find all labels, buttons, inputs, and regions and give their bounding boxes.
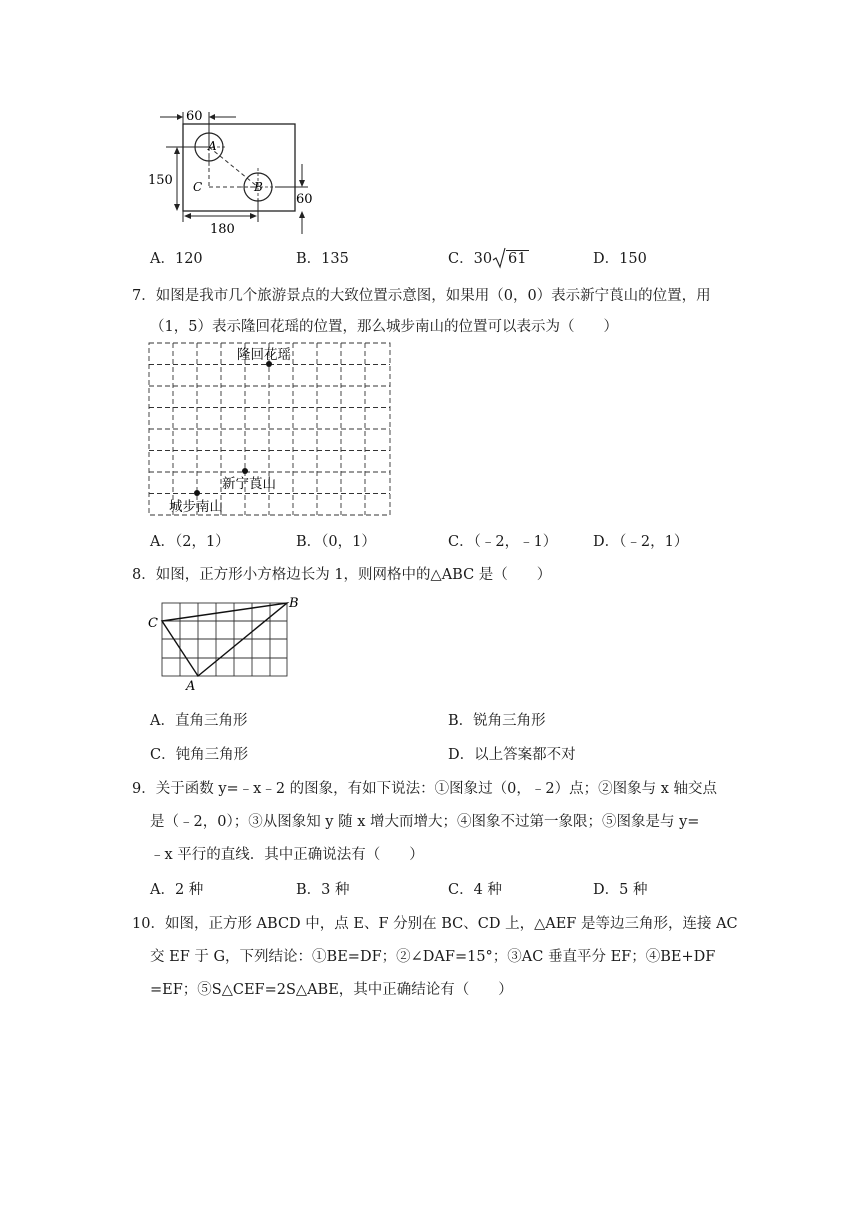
q6-dim-bottom: 180 bbox=[210, 222, 235, 237]
q8-option-a[interactable]: A．直角三角形 bbox=[150, 713, 248, 729]
q8-option-b[interactable]: B．锐角三角形 bbox=[448, 713, 546, 729]
q7-point-xinning bbox=[242, 468, 248, 474]
q10-stem-line-3: =EF；⑤S△CEF=2S△ABE，其中正确结论有（ ） bbox=[150, 982, 513, 998]
q10-stem-line-1: 10．如图，正方形 ABCD 中，点 E、F 分别在 BC、CD 上，△AEF 是等边三角形，连接 AC bbox=[132, 916, 738, 932]
q9-option-d[interactable]: D．5 种 bbox=[593, 882, 648, 898]
q9-stem-line-3: ﹣x 平行的直线．其中正确说法有（ ） bbox=[150, 847, 424, 863]
q6-figure bbox=[140, 102, 330, 242]
q9-option-b[interactable]: B．3 种 bbox=[296, 882, 350, 898]
q9-option-a[interactable]: A．2 种 bbox=[150, 882, 204, 898]
q6-option-c[interactable] bbox=[448, 247, 529, 269]
q8-stem-line-1: 8．如图，正方形小方格边长为 1，则网格中的△ABC 是（ ） bbox=[132, 567, 552, 583]
q10-stem-line-2: 交 EF 于 G，下列结论：①BE=DF；②∠DAF=15°；③AC 垂直平分 EF；④BE+DF bbox=[150, 949, 716, 965]
q8-label-b: B bbox=[289, 596, 299, 611]
q6-label-c: C bbox=[193, 180, 203, 194]
q7-option-c[interactable]: C．（﹣2，﹣1） bbox=[448, 534, 558, 550]
q8-option-d[interactable]: D．以上答案都不对 bbox=[448, 747, 576, 763]
q8-triangle-grid bbox=[143, 594, 313, 696]
q6-option-a[interactable]: A．120 bbox=[150, 251, 203, 267]
q8-option-c[interactable]: C．钝角三角形 bbox=[150, 747, 249, 763]
q8-label-c: C bbox=[148, 616, 158, 631]
q9-stem-line-1: 9．关于函数 y=﹣x﹣2 的图象，有如下说法：①图象过（0，﹣2）点；②图象与 x 轴交点 bbox=[132, 781, 718, 797]
q6-label-b: B bbox=[254, 180, 263, 194]
q7-option-a[interactable]: A．（2，1） bbox=[150, 534, 230, 550]
q7-label-xinning: 新宁莨山 bbox=[222, 476, 276, 492]
q7-label-longhui: 隆回花瑶 bbox=[237, 347, 291, 363]
q9-stem-line-2: 是（﹣2，0）；③从图象知 y 随 x 增大而增大；④图象不过第一象限；⑤图象是与 y= bbox=[150, 814, 700, 830]
q8-label-a: A bbox=[186, 679, 196, 694]
q7-stem-line-2: （1，5）表示隆回花瑶的位置，那么城步南山的位置可以表示为（ ） bbox=[150, 319, 618, 335]
q7-option-b[interactable]: B．（0，1） bbox=[296, 534, 376, 550]
q7-label-chengbu: 城步南山 bbox=[169, 499, 223, 515]
q6-dim-left: 150 bbox=[148, 173, 173, 188]
q6-option-c-coefficient: C．30 bbox=[448, 251, 493, 267]
q6-option-d[interactable]: D．150 bbox=[593, 251, 647, 267]
q6-dim-top: 60 bbox=[186, 109, 203, 124]
q7-option-d[interactable]: D．（﹣2，1） bbox=[593, 534, 689, 550]
q7-map-grid bbox=[145, 340, 395, 520]
q6-option-c-radicand: 61 bbox=[508, 251, 527, 267]
q6-option-b[interactable]: B．135 bbox=[296, 251, 349, 267]
q8-triangle-abc bbox=[162, 603, 287, 676]
q7-point-chengbu bbox=[194, 490, 200, 496]
q6-label-a: A bbox=[208, 139, 217, 153]
q7-stem-line-1: 7．如图是我市几个旅游景点的大致位置示意图，如果用（0，0）表示新宁莨山的位置，用 bbox=[132, 288, 711, 304]
q6-sqrt bbox=[492, 247, 528, 269]
q6-dim-right: 60 bbox=[296, 192, 313, 207]
q9-option-c[interactable]: C．4 种 bbox=[448, 882, 502, 898]
